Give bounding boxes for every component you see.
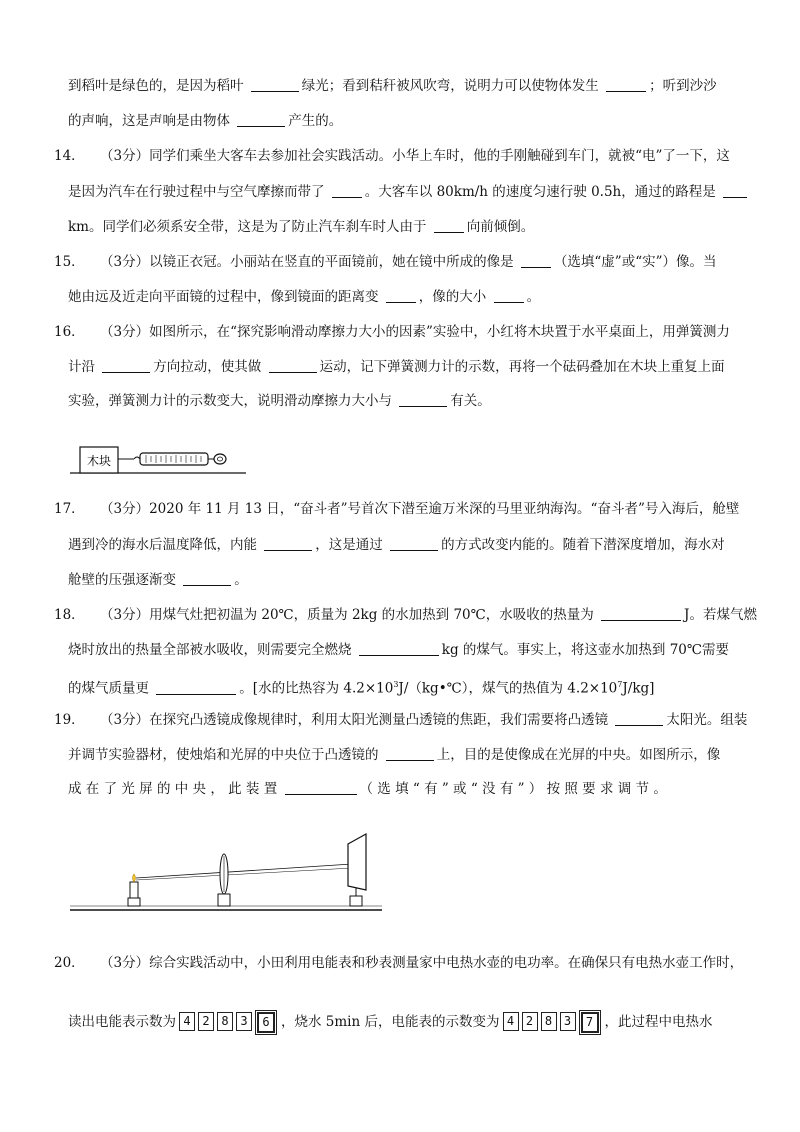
question-number: 16． [54, 324, 85, 340]
question-20-line-1: 20． （3分）综合实践活动中，小田利用电能表和秒表测量家中电热水壶的电功率。在确保只有电热水壶工作时， [54, 955, 744, 971]
answer-blank[interactable] [521, 253, 551, 268]
answer-blank[interactable] [494, 288, 524, 303]
answer-blank[interactable] [615, 711, 663, 726]
question-number: 20． [54, 955, 85, 971]
answer-blank[interactable] [183, 571, 231, 586]
answer-blank[interactable] [156, 680, 236, 695]
candle-icon [128, 874, 140, 906]
question-14-line-1: 14． （3分）同学们乘坐大客车去参加社会实践活动。小华上车时，他的手刚触碰到车门，就被“电”了一下，这 [54, 148, 730, 164]
question-19-line-2: 并调节实验器材，使烛焰和光屏的中央位于凸透镜的 上，目的是使像成在光屏的中央。如图所示，像 [68, 747, 721, 763]
question-number: 19． [54, 712, 85, 728]
energy-meter-reading-1: 4 2 8 3 6 [179, 1012, 278, 1033]
question-15-line-1: 15． （3分）以镜正衣冠。小丽站在竖直的平面镜前，她在镜中所成的像是 （选填“虚”或“实”）像。当 [54, 254, 717, 270]
question-16-line-2: 计沿 方向拉动，使其做 运动，记下弹簧测力计的示数，再将一个砝码叠加在木块上重复上面 [68, 359, 725, 375]
light-screen-icon [348, 834, 366, 906]
question-number: 15． [54, 254, 85, 270]
answer-blank[interactable] [359, 641, 439, 656]
pull-ring [214, 454, 226, 464]
answer-blank[interactable] [399, 392, 447, 407]
convex-lens-icon [218, 854, 230, 906]
question-18-line-1: 18． （3分）用煤气灶把初温为 20℃，质量为 2kg 的水加热到 70℃，水吸收的热量为 J。若煤气燃 [54, 607, 757, 623]
question-17-line-2: 遇到冷的海水后温度降低，内能 ，这是通过 的方式改变内能的。随着下潜深度增加，海水对 [68, 537, 725, 553]
q13-line-2: 的声响，这是声响是由物体 产生的。 [68, 113, 343, 129]
question-number: 17． [54, 501, 85, 517]
answer-blank[interactable] [606, 77, 646, 92]
question-14-line-3: km。同学们必须系安全带，这是为了防止汽车刹车时人由于 向前倾倒。 [68, 219, 535, 235]
answer-blank[interactable] [285, 780, 357, 795]
answer-blank[interactable] [251, 77, 299, 92]
question-20-line-2: 读出电能表示数为 4 2 8 3 6 ，烧水 5min 后，电能表的示数变为 4 2 8 3 7 ，此过程中电热水 [68, 1010, 713, 1034]
answer-blank[interactable] [386, 746, 434, 761]
question-16-line-3: 实验，弹簧测力计的示数变大，说明滑动摩擦力大小与 有关。 [68, 393, 491, 409]
light-ray [136, 864, 352, 878]
question-17-line-3: 舱壁的压强逐渐变 。 [68, 572, 248, 588]
question-14-line-2: 是因为汽车在行驶过程中与空气摩擦而带了 。大客车以 80km/h 的速度匀速行驶 0.5h，通过的路程是 [68, 182, 750, 202]
wood-block-label: 木块 [86, 454, 112, 468]
spring-scale-body [140, 453, 208, 465]
answer-blank[interactable] [237, 112, 285, 127]
question-19-line-1: 19． （3分）在探究凸透镜成像规律时，利用太阳光测量凸透镜的焦距，我们需要将凸透镜 太阳光。组装 [54, 712, 748, 728]
question-16-line-1: 16． （3分）如图所示，在“探究影响滑动摩擦力大小的因素”实验中，小红将木块置于水平桌面上，用弹簧测力 [54, 324, 730, 340]
answer-blank[interactable] [386, 288, 416, 303]
answer-blank[interactable] [264, 536, 312, 551]
q13-line-1: 到稻叶是绿色的，是因为稻叶 绿光；看到秸秆被风吹弯，说明力可以使物体发生 ；听到沙沙 [68, 78, 717, 94]
hook-icon [134, 457, 140, 459]
question-15-line-2: 她由远及近走向平面镜的过程中，像到镜面的距离变 ，像的大小 。 [68, 289, 541, 305]
answer-blank[interactable] [269, 358, 317, 373]
question-18-line-3: 的煤气质量更 。[水的比热容为 $4.2\times 10^3J/(kg•℃)$，煤气的热值为 $4.2\times 10^7J/kg$] [68, 680, 655, 697]
optical-bench-figure [66, 830, 386, 918]
answer-blank[interactable] [390, 536, 438, 551]
friction-experiment-figure [68, 435, 248, 479]
energy-meter-reading-2: 4 2 8 3 7 [503, 1012, 602, 1033]
question-number: 14． [54, 148, 85, 164]
answer-blank[interactable] [723, 183, 747, 198]
answer-blank[interactable] [434, 218, 464, 233]
question-17-line-1: 17． （3分）2020 年 11 月 13 日，“奋斗者”号首次下潜至逾万米深的马里亚纳海沟。“奋斗者”号入海后，舱壁 [54, 501, 740, 517]
question-number: 18． [54, 607, 85, 623]
answer-blank[interactable] [102, 358, 150, 373]
answer-blank[interactable] [332, 183, 362, 198]
answer-blank[interactable] [601, 606, 681, 621]
question-18-line-2: 烧时放出的热量全部被水吸收，则需要完全燃烧 kg 的煤气。事实上，将这壶水加热到 70℃需要 [68, 642, 729, 658]
question-19-line-3: 成 在 了 光 屏 的 中 央 ， 此 装 置 （ 选 填 “ 有 ” 或 “ 没 有 ” ） 按 照 要 求 调 节 。 [68, 781, 667, 797]
